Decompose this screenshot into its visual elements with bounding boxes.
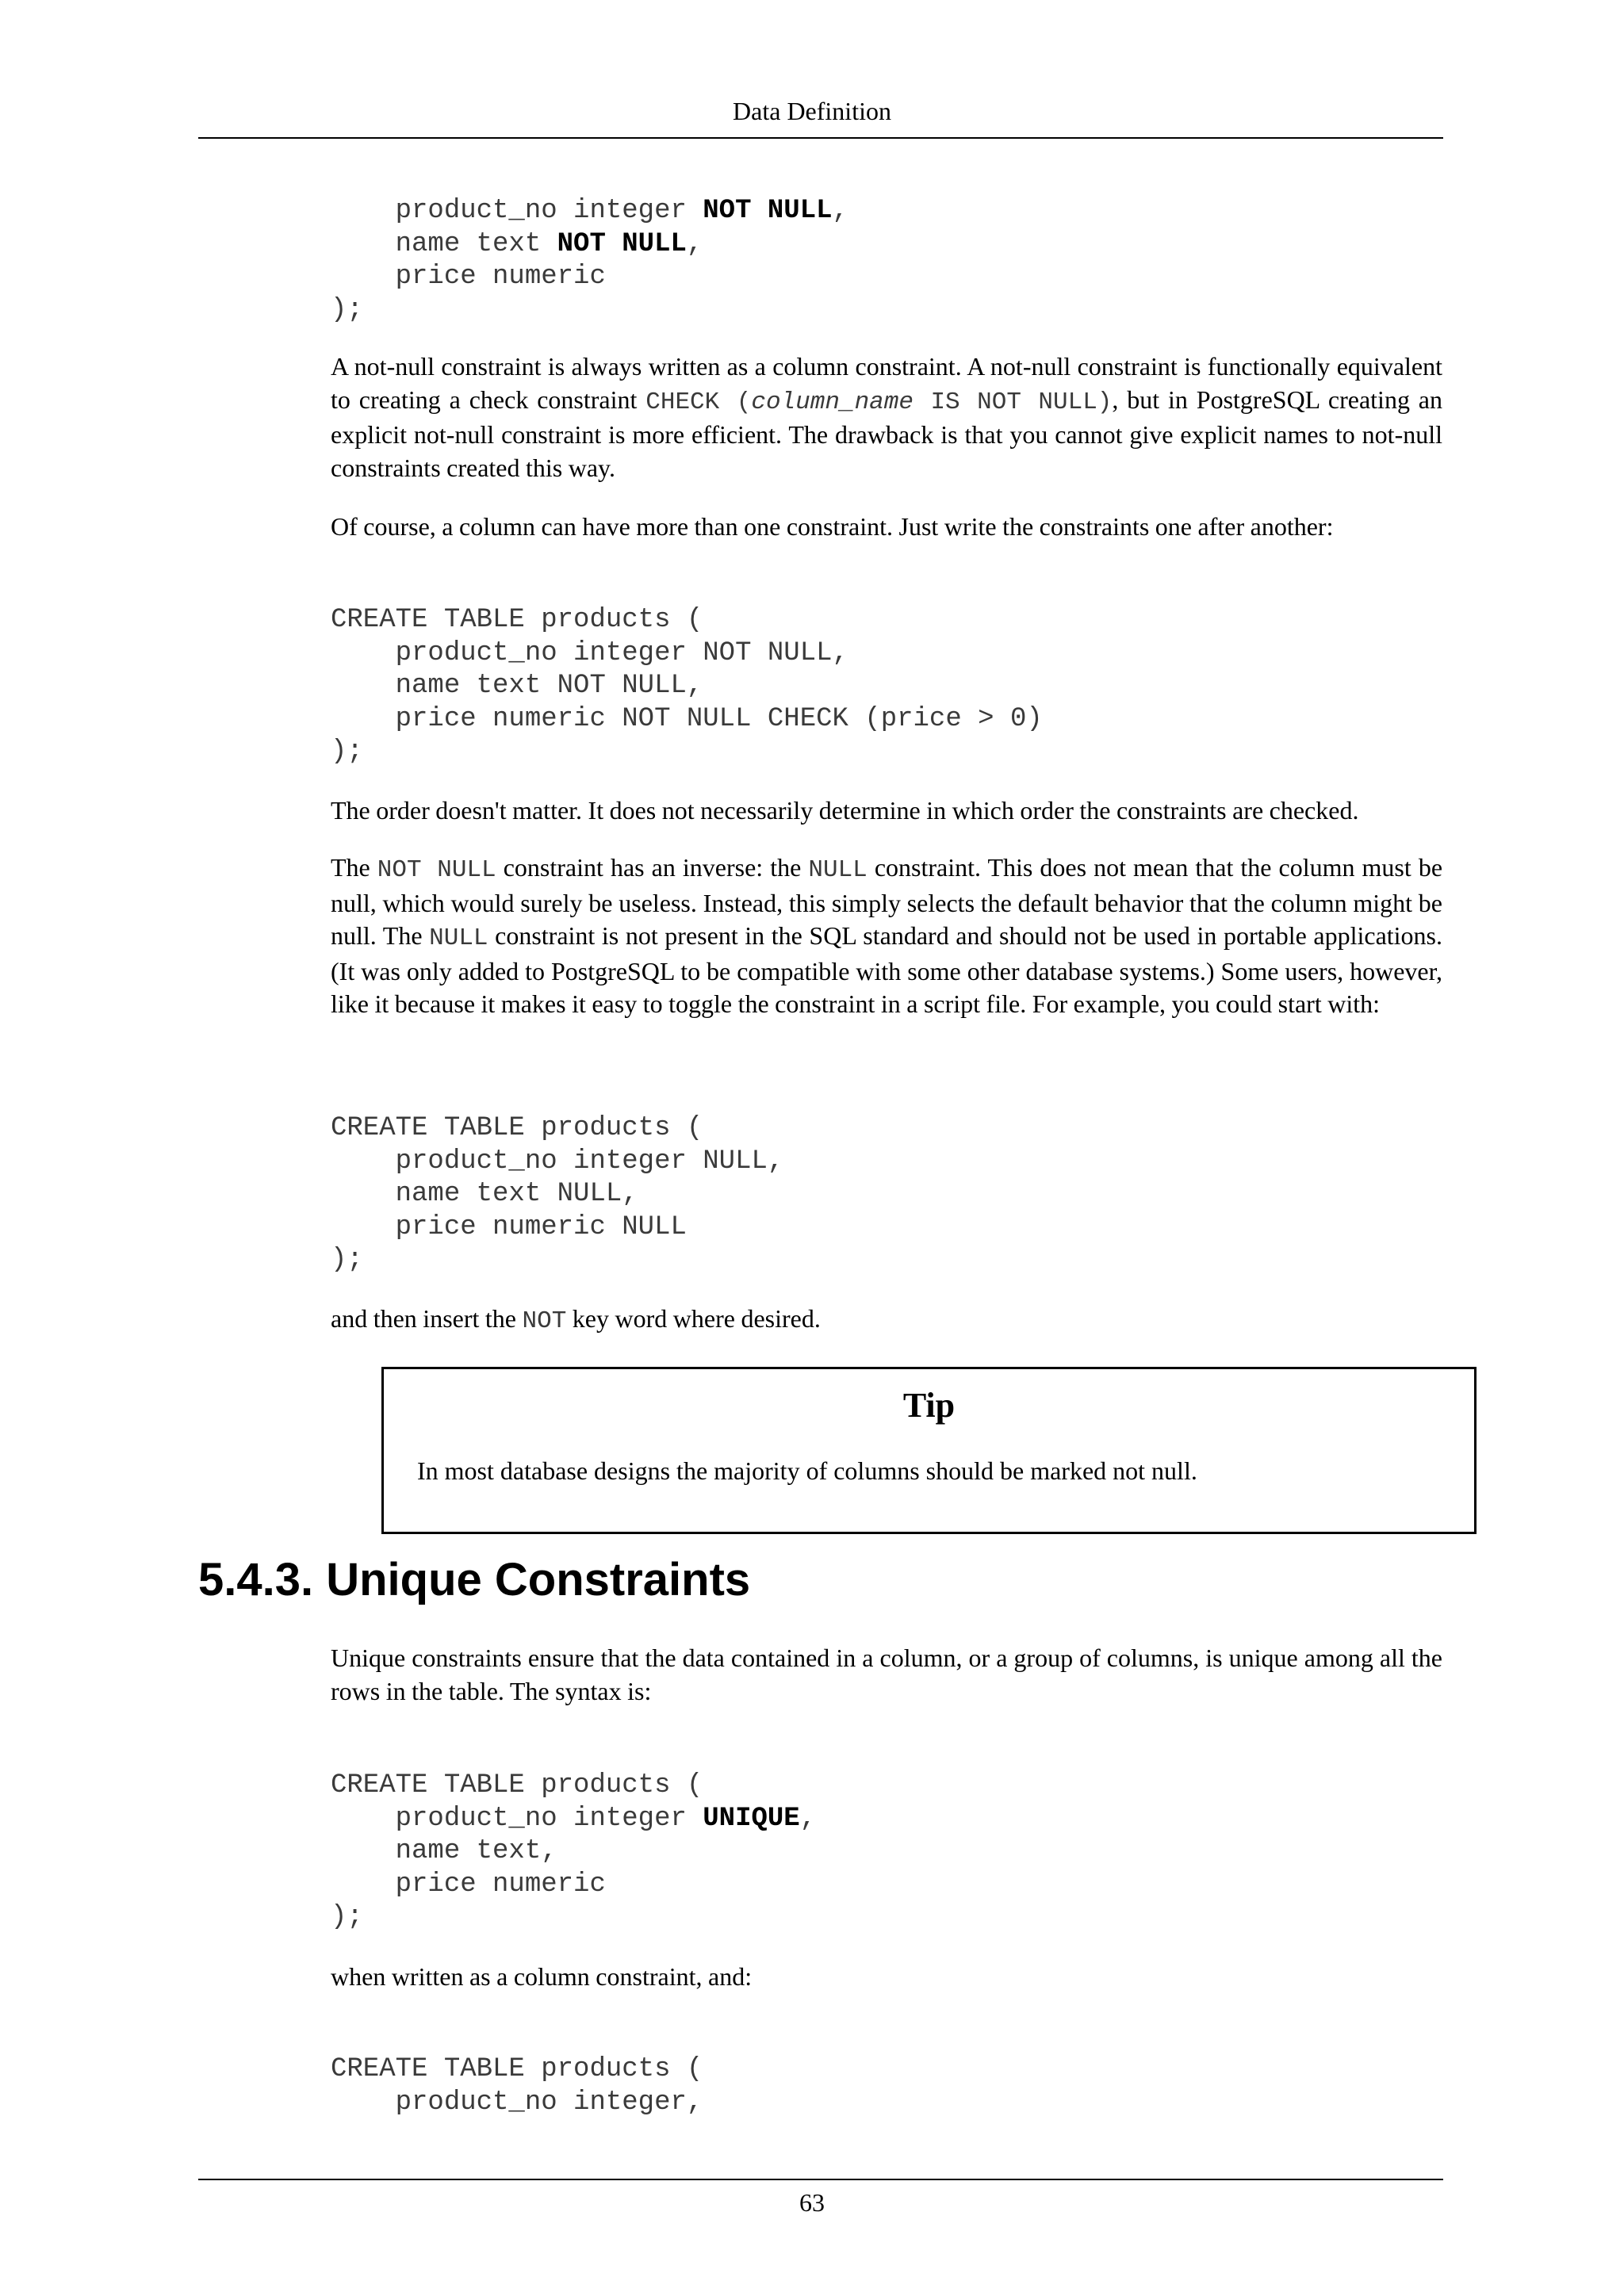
section-heading: 5.4.3. Unique Constraints [198, 1554, 751, 1605]
paragraph-null-constraint: The NOT NULL constraint has an inverse: the NULL constraint. This does not mean that the column must be null, which would surely be useless. Instead, this simply selects the default behavior that the column might be null. The NULL constraint is not present in the SQL standard and should not be used in portable applications. (It was only added to PostgreSQL to be compatible with some other database systems.) Some users, however, like it because it makes it easy to toggle the constraint in a script file. For example, you could start with: [331, 853, 1443, 1019]
tip-box [381, 1367, 1477, 1534]
paragraph-column-constraint: when written as a column constraint, and: [331, 1962, 753, 1991]
paragraph-insert-not: and then insert the NOT key word where desired. [331, 1304, 821, 1335]
footer-rule [198, 2179, 1443, 2180]
paragraph-unique-intro: Unique constraints ensure that the data contained in a column, or a group of columns, is unique among all the rows in the table. The syntax is: [331, 1644, 1442, 1705]
running-header: Data Definition [733, 97, 891, 125]
code-block-unique-column: CREATE TABLE products ( product_no integer UNIQUE, name text, price numeric ); [331, 1770, 817, 1933]
code-block-unique-table-partial: CREATE TABLE products ( product_no integer, [331, 2054, 703, 2118]
tip-title: Tip [902, 1386, 956, 1425]
paragraph-order: The order doesn't matter. It does not necessarily determine in which order the constraints are checked. [331, 796, 1359, 825]
tip-text: In most database designs the majority of columns should be marked not null. [417, 1456, 1197, 1485]
paragraph-not-null-explanation: A not-null constraint is always written as a column constraint. A not-null constraint is functionally equivalent to creating a check constraint CHECK (column_name IS NOT NULL), but in PostgreSQL creating an explicit not-null constraint is more efficient. The drawback is that you cannot give explicit names to not-null constraints created this way. [331, 352, 1443, 482]
code-block-null-constraints: CREATE TABLE products ( product_no integer NULL, name text NULL, price numeric NULL ); [331, 1113, 784, 1276]
paragraph-multiple-constraints: Of course, a column can have more than one constraint. Just write the constraints one after another: [331, 512, 1334, 541]
code-block-not-null-partial: product_no integer NOT NULL, name text NOT NULL, price numeric ); [331, 196, 848, 325]
header-rule [198, 137, 1443, 139]
code-block-multiple-constraints: CREATE TABLE products ( product_no integer NOT NULL, name text NOT NULL, price numeric NOT NULL CHECK (price > 0) ); [331, 605, 1043, 767]
page-number: 63 [799, 2188, 825, 2217]
